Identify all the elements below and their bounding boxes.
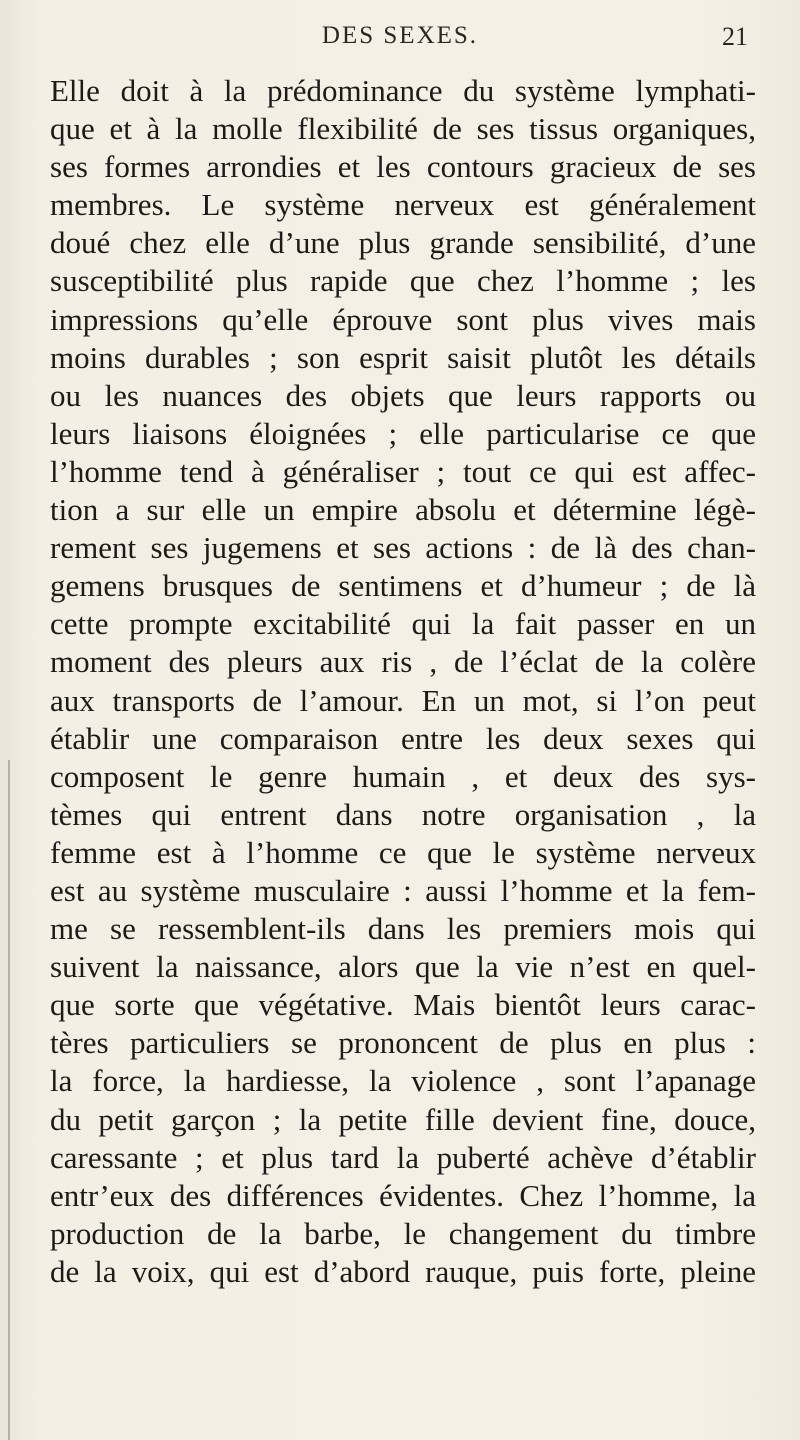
page-number: 21 — [722, 22, 748, 51]
text-line: moment des pleurs aux ris , de l’éclat de la colère — [50, 644, 756, 680]
text-line: l’homme tend à généraliser ; tout ce qui est affec- — [50, 453, 756, 489]
text-line: tèmes qui entrent dans notre organisation , la — [50, 796, 756, 832]
text-line: me se ressemblent-ils dans les premiers mois qui — [50, 911, 756, 947]
text-line: Elle doit à la prédominance du système lymphati- — [50, 73, 756, 108]
page-header — [0, 22, 800, 62]
text-line: leurs liaisons éloignées ; elle particularise ce que — [50, 415, 756, 451]
text-line: ses formes arrondies et les contours gracieux de ses — [50, 149, 756, 185]
text-line: de la voix, qui est d’abord rauque, puis forte, pleine — [50, 1253, 756, 1289]
text-line: aux transports de l’amour. En un mot, si l’on peut — [50, 682, 756, 718]
text-line: du petit garçon ; la petite fille devient fine, douce, — [50, 1101, 756, 1137]
text-line: cette prompte excitabilité qui la fait passer en un — [50, 606, 756, 642]
text-line: composent le genre humain , et deux des sys- — [50, 758, 756, 794]
text-line: que sorte que végétative. Mais bientôt leurs carac- — [50, 987, 756, 1023]
text-line: moins durables ; son esprit saisit plutôt les détails — [50, 339, 756, 375]
text-line: doué chez elle d’une plus grande sensibilité, d’une — [50, 225, 756, 261]
text-line: impressions qu’elle éprouve sont plus vives mais — [50, 301, 756, 337]
text-line: établir une comparaison entre les deux sexes qui — [50, 720, 756, 756]
text-line: femme est à l’homme ce que le système nerveux — [50, 834, 756, 870]
body-paragraph — [50, 72, 756, 1291]
text-line: est au système musculaire : aussi l’homme et la fem- — [50, 872, 756, 908]
text-line: susceptibilité plus rapide que chez l’homme ; les — [50, 263, 756, 299]
text-line: ou les nuances des objets que leurs rapports ou — [50, 377, 756, 413]
text-line: caressante ; et plus tard la puberté achève d’établir — [50, 1139, 756, 1175]
text-line: production de la barbe, le changement du timbre — [50, 1215, 756, 1251]
text-line: tères particuliers se prononcent de plus en plus : — [50, 1025, 756, 1061]
text-line: rement ses jugemens et ses actions : de là des chan- — [50, 530, 756, 566]
page-gutter-shadow — [8, 760, 10, 1440]
text-line: gemens brusques de sentimens et d’humeur ; de là — [50, 568, 756, 604]
text-line: que et à la molle flexibilité de ses tissus organiques, — [50, 111, 756, 147]
text-line: la force, la hardiesse, la violence , sont l’apanage — [50, 1063, 756, 1099]
text-line: entr’eux des différences évidentes. Chez l’homme, la — [50, 1177, 756, 1213]
text-line: suivent la naissance, alors que la vie n’est en quel- — [50, 949, 756, 985]
running-title: DES SEXES. — [321, 22, 479, 49]
text-line: membres. Le système nerveux est généralement — [50, 187, 756, 223]
text-line: tion a sur elle un empire absolu et détermine légè- — [50, 492, 756, 528]
